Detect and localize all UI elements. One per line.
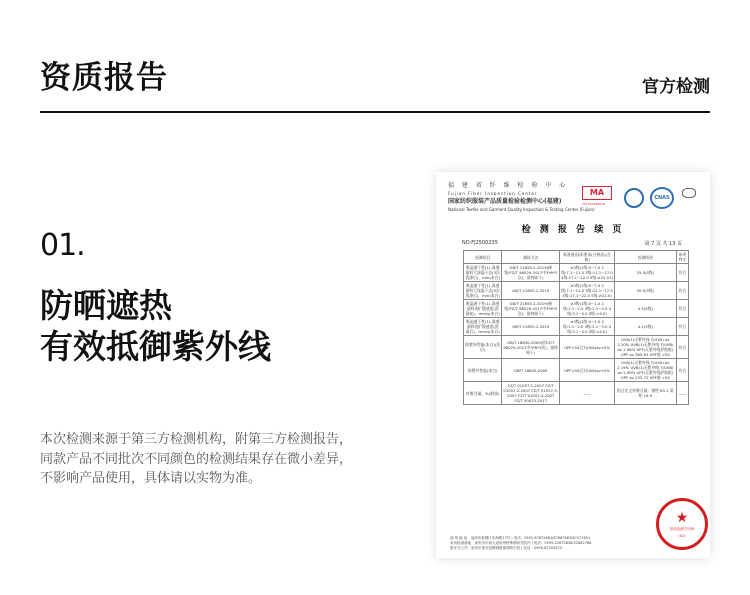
table-cell: 25.0(5级) [615,264,677,282]
table-cell: 符合 [676,336,688,359]
table-cell: ≥3级(1级:0~1.0 2级:1.1~2.0 3级:2.1~3.0 4级:3.1~4.0 5级:>4.0) [560,300,615,318]
report-title: 检 测 报 告 续 页 [521,225,625,235]
table-cell: 吸湿速干性(1)-涤透面料表扩散速度(洗涤前)，mm/s(本白) [464,300,502,318]
table-cell: GB/T 21655.2-2019(梯级/FZ/T 98029-2017中3*6*3次)，最终晾干) [502,300,560,318]
table-cell: UVA(1)无紫外线 T(UVA) av 2.19% UVB(1)无紫外线 T(UVB) av 2.99% UPF(无紫外线护肤板) UPF av 233.72 UPF值 >50 [615,359,677,382]
table-cell: GB/T 21655.2-2019(梯级/FZ/T 98029-2017中3*6*3次)，最终晾干) [502,264,560,282]
table-cell: 符合 [676,359,688,382]
page-subtitle: 官方检测 [642,77,710,97]
report-page: 第 7 页 共 13 页 [644,241,682,247]
table-row [464,264,689,282]
table-cell: 纤维含量，%(粉绿) [464,382,502,405]
official-seal-icon: ★ 检验检测专用章 (02) [656,498,708,550]
table-cell: 符合 [676,282,688,300]
table-header-row: 检测项目 测试方法 标准值/技术要求(合格品)(合格) 检测结果 单项判定 [464,251,689,264]
test-report-image [436,172,710,558]
table-cell: GB/T 21655.2-2019 [502,282,560,300]
page-title: 资质报告 [40,60,168,96]
testing-mark-icon [678,188,700,214]
table-cell: 4.1(5级) [615,318,677,336]
table-row [464,300,689,318]
table-cell: UPF>50且T(UVA)av<5% [560,359,615,382]
table-cell: ≥3级(1级:0~7.0 2级:7.1~11.0 3级:12.1~17.0 4级:17.1~22.0 5级:≥22.0) [561,283,613,298]
table-cell: 4.5(5级) [615,300,677,318]
table-cell: GB/T 18830-2009(依FZ/T 98029-2017中3*6*3次)，最终晾干) [502,336,560,359]
cma-logo-icon: MA 221315340676 [582,186,616,212]
section-headline-line-1: 防晒遮热 [40,286,172,325]
description-line: 本次检测来源于第三方检测机构，附第三方检测报告， [40,432,353,447]
description-line: 不影响产品使用，具体请以实物为准。 [40,471,262,486]
description-line: 同款产品不同批次不同颜色的检测结果存在微小差异， [40,452,353,467]
report-table [463,250,689,405]
table-row [464,359,689,382]
table-cell: FZ/T 01057.1-2007 FZ/T 01057.2-2007 FZ/T 01057.3-2007 FZ/T 01057.4-2007 FZ/T 30023-2017 [503,383,559,403]
section-headline-line-2: 有效抵御紫外线 [40,327,271,366]
table-cell: 符合 [676,318,688,336]
table-cell: ≥3级(1级:0~1.0 2级:1.1~2.0 3级:2.1~3.0 4级:3.1~4.0 5级:>4.0) [560,318,615,336]
table-cell: 吸湿速干性(1)-涤透面料大绿湿干态(3次洗涤后)，min(本白) [464,264,502,282]
table-cell: GB/T 21655.2-2019 [502,318,560,336]
table-cell: 防紫外性能(本白)(洗后) [464,336,502,359]
table-cell: 符合 [676,264,688,282]
table-row [464,318,689,336]
table-cell: 吸湿速干性(1)-涤透面料表扩散速度(洗涤后)，mm/s(本白) [464,318,502,336]
table-cell: 30.0(5级) [615,282,677,300]
table-row [464,336,689,359]
table-cell: 组合定义纤维含量：锦纶 83.1 氨纶 16.9 [615,382,677,405]
table-cell: UVA(1)无紫外线 T(UVA) av 2.10% UVB(1)无紫外线 T(UVB) av 2.98% UPF(无紫外线护肤板) UPF av 365.63 UPF值 >50 [615,336,677,359]
table-cell: 防紫外性能(本白) [464,359,502,382]
table-cell: ≥3级(1级:0~7.0 2级:7.1~11.0 3级:11.1~17.0 4级:17.1~22.0 5级:≥22.01) [561,265,613,280]
table-cell: 符合 [676,300,688,318]
table-cell: —— [676,382,688,405]
table-row [464,382,689,405]
table-cell: 吸湿速干性(1)-涤透面料大绿湿干态(5次洗涤后)，min(本白) [464,282,502,300]
report-footer: 福 州 地 址：福州市鼓楼区东洲路17号 | 电话：0591-87672681/87687863/87477651 泉州检测基地：泉州市东海大道泉州特殊钢研究院内 | 电话：0595-22675838/22682766 惠安分公司：泉州市惠安县螺城镇锦绣路中段 | 电话：0595-87553370 [450,536,592,550]
report-organization: 福 建 省 纤 维 检 验 中 心 Fujian Fiber Inspection Center 国家纺织服装产品质量检验检测中心(福建) National Textile and Garment Quality Inspection & Testing Center (Fujian) [448,182,595,212]
table-cell: UPF>50且T(UVA)av<5% [560,336,615,359]
section-number: 01. [40,228,85,263]
table-cell: GB/T 18830-2009 [502,359,560,382]
report-number: NO:FJ2500235 [462,240,498,246]
ilac-mra-logo-icon [624,188,644,208]
table-cell: —— [560,382,615,405]
header-divider [40,111,710,113]
cnas-logo-icon: CNAS [650,187,674,209]
table-row [464,282,689,300]
